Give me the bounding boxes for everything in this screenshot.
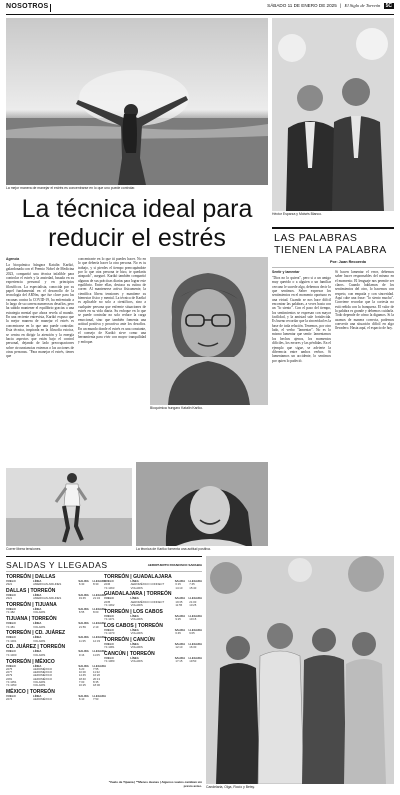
column-header: SALIDA (174, 613, 186, 618)
flight-cell: VOLARIS (130, 602, 143, 607)
flight-row (6, 597, 106, 600)
runner-caption: Correr libera tensiones. (6, 547, 42, 551)
route-block (6, 616, 106, 629)
two-men-image (272, 18, 394, 211)
flight-cell: 6:45 (175, 631, 181, 636)
flight-row (104, 604, 202, 607)
column-header: VUELO (6, 635, 16, 640)
flight-cell: VOLARIS (130, 617, 143, 622)
column-rule (272, 267, 394, 268)
column-header: VUELO (6, 694, 16, 699)
column-header: LLEGADA (92, 607, 106, 612)
route-name: TIJUANA | TORREÓN (6, 616, 57, 623)
route-block (6, 602, 106, 615)
route-block (104, 591, 202, 607)
route-block (104, 574, 202, 590)
flight-cell: 9:25 (175, 617, 181, 622)
column-header: VUELO (6, 649, 16, 654)
column-header: LLEGADA (92, 663, 106, 668)
column-header: LLEGADA (92, 649, 106, 654)
flight-cell: 2275 (6, 666, 13, 671)
flight-cell: 11:05 (93, 652, 100, 657)
flight-cell: 10:15 (189, 617, 197, 622)
column-header: SALIDA (78, 579, 89, 583)
article-column-2: concentrarte en lo que tú puedes hacer. No en lo que debería hacer la otra persona. No es tu trabajo, y si pierdes el tiempo preocupándote por lo que otra persona te hizo, te quedarás atrapado", aseguró. Karikó también compartió algunas de sus prácticas diarias para lograr este equilibrio. Entre ellas, destaca su rutina de correr. Al mantenerse activa físicamente, la científica libera tensiones y mantiene su bienestar físico y mental. La técnica de Karikó es aplicable no solo a científicos, sino a cualquier persona que enfrente situaciones de estrés en su vida diaria. Su enfoque en lo que se puede controlar no solo reduce la carga emocional, sino que también fomenta una actitud positiva y proactiva ante los desafíos. En un mundo donde el estrés es una constante, el consejo de Karikó sirve como una herramienta para vivir con mayor tranquilidad y enfoque. (78, 257, 146, 344)
group-photo-caption: Candelaria, Olga, Rocío y Betsy. (206, 785, 255, 789)
flight-row (6, 583, 106, 586)
flight-cell: 6:15 (175, 582, 181, 587)
route-block (6, 644, 106, 657)
column-header: VUELO (104, 656, 114, 661)
flight-row (104, 660, 202, 663)
flight-cell: AEROMÉXICO (33, 666, 53, 671)
flight-row (6, 684, 106, 687)
flight-cell: Y4 1063 (104, 585, 115, 590)
flight-cell: 14:10 (175, 585, 183, 590)
flight-cell: VOLARIS (33, 683, 46, 688)
main-photo (6, 18, 268, 185)
flight-row (6, 626, 106, 629)
flight-cell: 9:05 (189, 631, 195, 636)
column-text-2: Si hacen lamentar el error, debemos saber hacer responsables del mismo en el momento. El lenguaje nos permite ser claros. Cuando hablamos de los sentimientos del otro, lo hacemos con respeto, con empatía y con sinceridad. Aquí cabe una frase: "lo siento mucho". Conviene recordar que la cortesía no está reñida con la franqueza. El valor de la palabra es grande y debemos cuidarla. Todo depende de cómo la digamos. Si la usamos de manera correcta, podemos convertir una situación difícil en algo llevadero. Hasta aquí, el espacio de hoy. (335, 270, 394, 331)
flight-cell: 11:35 (78, 638, 86, 643)
flight-cell: 19:35 (175, 599, 183, 604)
column-subhead: Sentir y lamentar (272, 270, 300, 274)
route-name: TORREÓN | CANCÚN (104, 636, 155, 643)
beach-woman-image (6, 18, 268, 185)
flight-cell: 2274 (6, 697, 13, 702)
schedule-subtitle: AEROPUERTO FRANCISCO SARABIA (147, 562, 202, 567)
kariko-photo (150, 257, 268, 405)
flight-cell: 2277 (6, 670, 13, 675)
column-header: SALIDA (78, 607, 89, 612)
column-header: LLEGADA (92, 635, 106, 640)
column-header: LÍNEA (32, 621, 42, 626)
separator: | (340, 3, 342, 8)
flight-row (104, 587, 202, 590)
flight-cell: 6:55 (78, 610, 85, 615)
route-block (104, 623, 202, 636)
flight-cell: VOLARIS (33, 638, 46, 643)
column-header: SALIDA (174, 579, 186, 583)
schedule-top-rule (6, 556, 202, 557)
flight-cell: 2321 (6, 596, 13, 601)
column-header: LÍNEA (32, 649, 42, 654)
flight-cell: Y4 1000 (6, 652, 17, 657)
column-header: VUELO (104, 613, 114, 618)
flight-cell: 6:20 (78, 666, 85, 671)
flight-cell: 7:53 (93, 697, 99, 702)
flight-cell: VOLARIS (33, 624, 46, 629)
column-header: LÍNEA (32, 694, 42, 699)
flight-cell: VOLARIS (33, 652, 46, 657)
flight-row (104, 618, 202, 621)
article-column-1: La bioquímica húngara Katalin Karikó, galardonada con el Premio Nobel de Medicina 2023, compartió una técnica infalible para controlar el estrés y la ansiedad, basada en su experiencia personal y en principios filosóficos. La especialista, conocida por su papel fundamental en el desarrollo de la tecnología del ARNm, que fue clave para las vacunas contra la COVID-19, ha enfrentado a lo largo de su carrera numerosos desafíos, pero ha sabido mantener el equilibrio gracias a una estrategia mental que ahora revela al mundo. En una reciente entrevista, Karikó expuso que la mejor manera de manejar el estrés es concentrarse en lo que uno puede controlar. Esta técnica, inspirada en la filosofía estoica, se centra en dirigir la atención y la energía hacia aspectos que están bajo el control personal, dejando de lado preocupaciones sobre circunstancias externas o las acciones de otras personas. "Para manejar el estrés, tienes que (6, 263, 74, 359)
route-name: MÉXICO | TORREÓN (6, 689, 55, 696)
schedule-header (6, 560, 202, 569)
flight-cell: 20:13 (93, 676, 100, 681)
column-header: LLEGADA (92, 579, 106, 583)
flight-cell: 10:00 (78, 670, 86, 675)
flight-cell: 2235 (104, 599, 111, 604)
flight-cell: 18:00 (93, 683, 100, 688)
flight-cell: 2281 (6, 676, 13, 681)
column-title: LAS PALABRAS TIENEN LA PALABRA (274, 232, 387, 256)
column-header: SALIDA (78, 649, 89, 654)
column-header: LÍNEA (32, 579, 42, 583)
flight-cell: Y4 481 (6, 624, 15, 629)
route-block (6, 689, 106, 702)
flight-cell: 18:40 (78, 676, 86, 681)
flight-cell: AEROMÉXICO CONNECT (130, 599, 165, 604)
route-name: TORREÓN | LOS CABOS (104, 608, 163, 615)
column-header: SALIDA (78, 694, 89, 699)
column-header: LLEGADA (188, 579, 202, 583)
flight-cell: VOLARIS (130, 585, 143, 590)
flight-cell: 9:16 (78, 652, 85, 657)
flight-row (104, 632, 202, 635)
header-info (267, 3, 394, 9)
flight-cell: 8:35 (93, 680, 99, 685)
flight-cell: 14:45 (78, 673, 86, 678)
flight-cell: 12:10 (175, 645, 183, 650)
article-title: La técnica ideal para reducir el estrés (21, 195, 253, 252)
flight-cell: Y4 1071 (104, 617, 115, 622)
group-photo (206, 556, 394, 784)
flight-cell: 6:30 (78, 582, 85, 587)
header-divider (50, 4, 51, 12)
flight-cell: 13:25 (189, 602, 197, 607)
column-header: LÍNEA (130, 641, 139, 646)
route-name: DALLAS | TORREÓN (6, 588, 56, 595)
column-header: LÍNEA (32, 663, 42, 668)
column-author: Por: Juan Recoerdo (330, 260, 367, 264)
flight-cell: 8:00 (93, 610, 99, 615)
kariko-caption: Bioquímica hungaro Katalin Kariko. (150, 406, 203, 410)
route-name: CANCÚN | TORREÓN (104, 651, 155, 658)
route-name: TORREÓN | GUADALAJARA (104, 574, 172, 580)
flight-cell: VOLARIS (33, 680, 46, 685)
column-header: VUELO (6, 593, 16, 598)
column-header: SALIDA (78, 621, 89, 626)
route-name: TORREÓN | TIJUANA (6, 602, 57, 609)
smile-caption: La técnica de Kariko fomenta una actitud positiva. (136, 547, 211, 551)
flight-cell: VOLARIS (130, 631, 143, 636)
four-women-image (206, 556, 394, 784)
runner-photo (6, 468, 132, 546)
route-block (6, 574, 106, 587)
route-block (6, 659, 106, 688)
column-header: SALIDA (78, 635, 89, 640)
flight-cell: 7:00 (78, 680, 85, 685)
flight-row (6, 654, 106, 657)
issue-date: SÁBADO 11 DE ENERO DE 2025 (267, 3, 337, 8)
column-header: LLEGADA (92, 694, 106, 699)
schedule-title: SALIDAS Y LLEGADAS (6, 559, 108, 570)
flight-row (104, 646, 202, 649)
flight-row (6, 698, 106, 701)
column-header: LÍNEA (32, 607, 42, 612)
flight-row (6, 611, 106, 614)
schedule-rule (6, 571, 202, 572)
flight-cell: Y4 1053 (6, 683, 17, 688)
flight-cell: 2236 (104, 582, 111, 587)
flight-cell: 19:45 (78, 596, 86, 601)
route-name: GUADALAJARA | TORREÓN (104, 591, 172, 598)
newspaper-name: El Siglo de Torreón (344, 3, 381, 8)
column-header: VUELO (104, 627, 114, 632)
column-header: VUELO (6, 607, 16, 612)
column-header: LLEGADA (188, 596, 202, 601)
column-header: SALIDA (78, 663, 89, 668)
flight-cell: 8:30 (93, 582, 99, 587)
flight-cell: Y4 1081 (104, 645, 115, 650)
column-header: LÍNEA (130, 627, 139, 632)
column-text-1: "Dios no lo quiera", pero si a un amigo muy querido o a alguien o un familiar cercano le sucede algo, debemos decir lo que sentimos. Saber expresar los sentimientos en el momento oportuno es una virtud. Cuando se nos hace difícil encontrar las palabras, a veces basta con un "lo siento". Con el paso del tiempo, los sentimientos se expresan con mayor facilidad, y la amistad sale fortalecida. Es bueno recordar que la sinceridad es la base de toda relación. Tenemos, por otro lado, el verbo "lamentar". No es lo mismo lamentar que sentir: lamentamos los hechos ajenos, los momentos difíciles, los errores y las pérdidas. En el ejemplo que sigue, se advierte la diferencia entre ambos verbos. Si lamentamos un accidente, lo sentimos por quien lo padeció. (272, 276, 331, 363)
column-header: VUELO (6, 663, 16, 668)
route-name: TORREÓN | MÉXICO (6, 658, 55, 665)
flight-cell: 21:00 (189, 599, 197, 604)
column-header: LLEGADA (92, 593, 106, 598)
column-header: VUELO (104, 579, 114, 583)
flight-cell: AEROMÉXICO (33, 697, 53, 702)
flight-cell: Y4 1062 (104, 602, 115, 607)
schedule-right-column (104, 574, 202, 665)
column-header: LÍNEA (130, 579, 139, 583)
smiling-woman-image (136, 462, 268, 546)
column-header: SALIDA (174, 656, 186, 661)
column-header: LLEGADA (188, 656, 202, 661)
column-header: VUELO (6, 579, 16, 583)
kariko-portrait-image (150, 257, 268, 405)
flight-cell: 2279 (6, 673, 13, 678)
flight-cell: Y4 482 (6, 610, 15, 615)
column-header: SALIDA (174, 627, 186, 632)
flight-cell: 2321 (6, 582, 13, 587)
flight-cell: 21:34 (93, 596, 100, 601)
column-top-rule (272, 227, 394, 229)
header-rule (6, 14, 394, 15)
flight-cell: Y4 1080 (104, 659, 115, 664)
flight-cell: VOLARIS (33, 610, 46, 615)
flight-cell: 7:55 (93, 666, 99, 671)
flight-cell: 16:20 (93, 673, 100, 678)
column-header: LÍNEA (130, 656, 139, 661)
schedule-left-column (6, 574, 106, 703)
flight-cell: 11:55 (175, 602, 183, 607)
flight-cell: AEROMÉXICO (33, 670, 53, 675)
page-number: 5C (385, 3, 392, 9)
route-name: CD. JUÁREZ | TORREÓN (6, 644, 66, 651)
flight-cell: 21:59 (78, 624, 86, 629)
flight-cell: VOLARIS (130, 645, 143, 650)
flight-cell: 12:33 (93, 638, 100, 643)
flight-cell: 17:15 (175, 659, 183, 664)
route-name: LOS CABOS | TORREÓN (104, 622, 163, 629)
column-header: SALIDA (78, 593, 89, 598)
flight-cell: 16:30 (189, 645, 197, 650)
route-name: TORREÓN | CD. JUÁREZ (6, 630, 66, 637)
main-photo-caption: La mejor manera de manejar el estrés es concentrarse en lo que uno puede controlar. (6, 186, 136, 190)
column-header: VUELO (104, 641, 114, 646)
column-header: LLEGADA (92, 621, 106, 626)
flight-cell: 11:32 (93, 670, 100, 675)
column-header: LLEGADA (188, 627, 202, 632)
route-block (6, 588, 106, 601)
schedule-footnote: *Vuelo de Tijuana | **Menos Juanes | Algunos vuelos cambian sin previo aviso. (108, 780, 202, 789)
flight-cell: 6:10 (78, 697, 85, 702)
route-block (6, 630, 106, 643)
flight-cell: 2:19 (93, 624, 99, 629)
men-photo-caption: Héctor Esparza y Moisés Blanco. (272, 212, 322, 216)
flight-cell: 19:50 (189, 659, 197, 664)
route-name: TORREÓN | DALLAS (6, 574, 56, 580)
section-name: NOSOTROS (6, 3, 49, 10)
flight-row (6, 640, 106, 643)
column-header: LÍNEA (130, 613, 139, 618)
column-header: LÍNEA (32, 635, 42, 640)
flight-cell: Y4 1001 (6, 638, 17, 643)
column-header: VUELO (6, 621, 16, 626)
flight-cell: 7:45 (189, 582, 195, 587)
flight-cell: 16:25 (78, 683, 86, 688)
flight-cell: AEROMÉXICO CONNECT (130, 582, 165, 587)
runner-image (6, 468, 132, 546)
flight-cell: AEROMÉXICO (33, 676, 53, 681)
column-header: LÍNEA (130, 596, 139, 601)
route-block (104, 609, 202, 622)
article-source: Agencia (6, 257, 20, 261)
men-photo (272, 18, 394, 211)
column-header: LLEGADA (188, 641, 202, 646)
column-header: SALIDA (174, 641, 186, 646)
flight-cell: AEROMÉXICO (33, 673, 53, 678)
route-block (104, 651, 202, 664)
flight-cell: Y4 1070 (104, 631, 115, 636)
flight-cell: AMERICAN AIRLINES (33, 596, 62, 601)
flight-cell: VOLARIS (130, 659, 143, 664)
flight-cell: AMERICAN AIRLINES (33, 582, 62, 587)
flight-cell: Y4 1051 (6, 680, 17, 685)
column-header: LÍNEA (32, 593, 42, 598)
column-header: SALIDA (174, 596, 186, 601)
route-block (104, 637, 202, 650)
flight-cell: 15:40 (189, 585, 197, 590)
column-header: VUELO (104, 596, 114, 601)
column-header: LLEGADA (188, 613, 202, 618)
smile-photo (136, 462, 268, 546)
